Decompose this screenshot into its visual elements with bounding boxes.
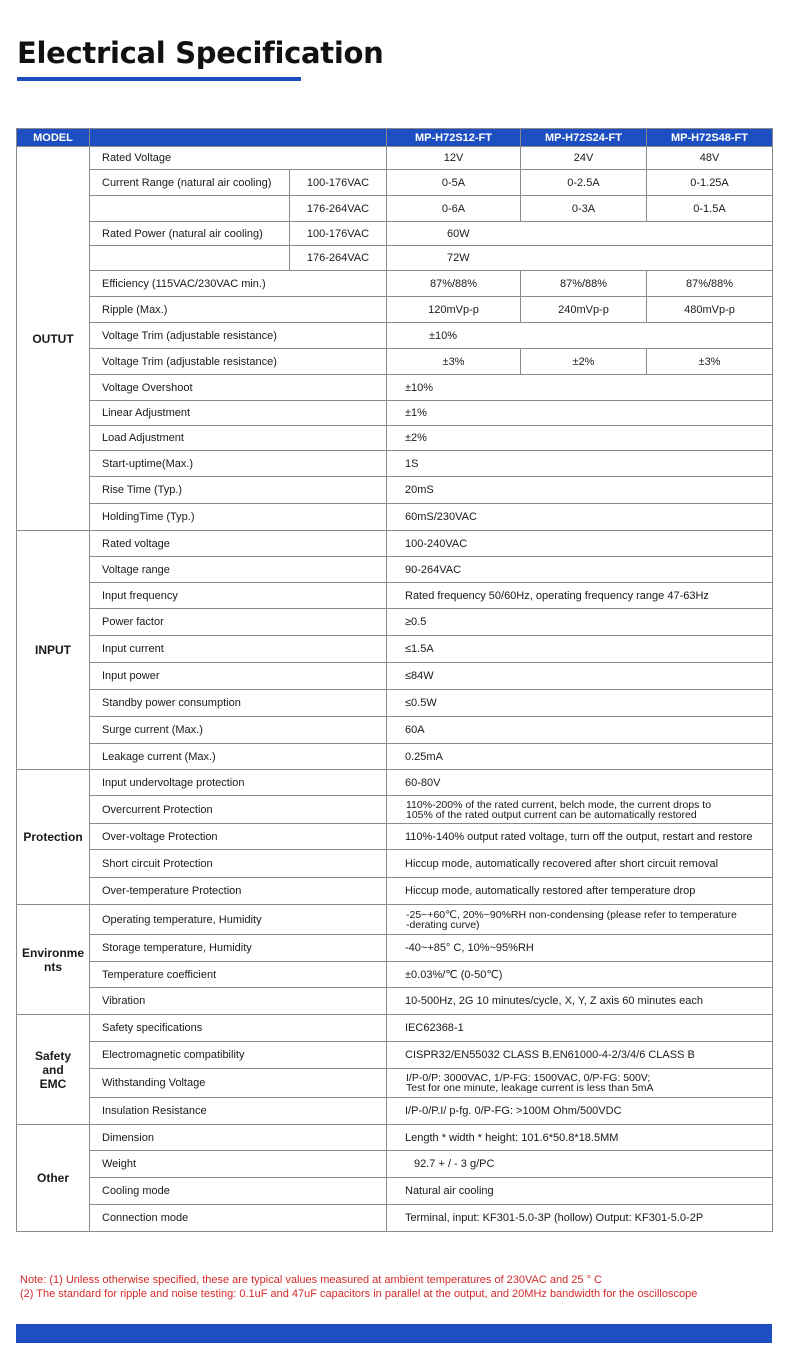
- cell-value: Hiccup mode, automatically restored after temperature drop: [387, 878, 773, 905]
- cell-value: 87%/88%: [647, 271, 773, 297]
- cell-value: ±10%: [387, 375, 773, 401]
- row-label: Voltage Trim (adjustable resistance): [90, 323, 387, 349]
- cell-value: 100-240VAC: [387, 531, 773, 557]
- table-row: [17, 905, 773, 935]
- cell-value: 60A: [387, 717, 773, 744]
- row-label: Rated Power (natural air cooling): [90, 222, 290, 246]
- category-line: Environme: [21, 945, 84, 960]
- row-label: Input undervoltage protection: [90, 770, 387, 796]
- category-environments: [17, 905, 90, 1015]
- table-row: [17, 663, 773, 690]
- cell-value: 60-80V: [387, 770, 773, 796]
- table-header-row: [17, 129, 773, 147]
- cell-value: 12V: [387, 147, 521, 170]
- row-label: Cooling mode: [90, 1178, 387, 1205]
- cell-value: 1S: [387, 451, 773, 477]
- cell-value: ±2%: [521, 349, 647, 375]
- table-row: [17, 426, 773, 451]
- row-label: Voltage Trim (adjustable resistance): [90, 349, 387, 375]
- category-safety-emc: [17, 1015, 90, 1125]
- cell-value: [387, 796, 773, 824]
- row-label: Input current: [90, 636, 387, 663]
- cell-value: 10-500Hz, 2G 10 minutes/cycle, X, Y, Z axis 60 minutes each: [387, 988, 773, 1015]
- table-row: [17, 271, 773, 297]
- cell-value: Terminal, input: KF301-5.0-3P (hollow) Output: KF301-5.0-2P: [387, 1205, 773, 1232]
- cell-value: 0.25mA: [387, 744, 773, 770]
- cell-value: ±3%: [647, 349, 773, 375]
- table-row: [17, 1015, 773, 1042]
- page-title: Electrical Specification: [17, 36, 384, 70]
- table-row: [17, 323, 773, 349]
- notes: [20, 1273, 780, 1301]
- category-line: EMC: [39, 1076, 67, 1091]
- table-row: [17, 744, 773, 770]
- cell-value: ±0.03%/℃ (0-50℃): [387, 962, 773, 988]
- table-row: [17, 824, 773, 850]
- cell-value: CISPR32/EN55032 CLASS B.EN61000-4-2/3/4/6 CLASS B: [387, 1042, 773, 1069]
- cell-value: [387, 1069, 773, 1098]
- table-row: [17, 477, 773, 504]
- row-label: Linear Adjustment: [90, 401, 387, 426]
- table-row: [17, 609, 773, 636]
- voltage-range: 100-176VAC: [290, 222, 387, 246]
- row-label: Dimension: [90, 1125, 387, 1151]
- cell-value: I/P-0/P.I/ p-fg. 0/P-FG: >100M Ohm/500VDC: [387, 1098, 773, 1125]
- row-label: Insulation Resistance: [90, 1098, 387, 1125]
- cell-value: 87%/88%: [521, 271, 647, 297]
- row-label: Efficiency (115VAC/230VAC min.): [90, 271, 387, 297]
- cell-value: 87%/88%: [387, 271, 521, 297]
- cell-value: ±10%: [387, 323, 773, 349]
- table-row: [17, 1205, 773, 1232]
- row-label: Rated voltage: [90, 531, 387, 557]
- row-label: Weight: [90, 1151, 387, 1178]
- table-row: [17, 988, 773, 1015]
- row-label: Electromagnetic compatibility: [90, 1042, 387, 1069]
- row-label: Short circuit Protection: [90, 850, 387, 878]
- cell-value: 92.7 + / - 3 g/PC: [387, 1151, 773, 1178]
- title-underline: [17, 77, 301, 81]
- table-row: [17, 557, 773, 583]
- table-row: [17, 1151, 773, 1178]
- cell-value: 90-264VAC: [387, 557, 773, 583]
- voltage-range: 176-264VAC: [290, 246, 387, 271]
- row-label: Rated Voltage: [90, 147, 387, 170]
- row-label: Storage temperature, Humidity: [90, 935, 387, 962]
- category-output: OUTUT: [17, 147, 90, 531]
- row-label: Safety specifications: [90, 1015, 387, 1042]
- row-label: Input frequency: [90, 583, 387, 609]
- cell-value: 24V: [521, 147, 647, 170]
- row-label: Operating temperature, Humidity: [90, 905, 387, 935]
- spec-table: [16, 128, 773, 1232]
- cell-value: 72W: [387, 246, 773, 271]
- table-row: [17, 196, 773, 222]
- cell-value: IEC62368-1: [387, 1015, 773, 1042]
- table-row: [17, 147, 773, 170]
- row-label: Vibration: [90, 988, 387, 1015]
- category-input: INPUT: [17, 531, 90, 770]
- row-label: Voltage range: [90, 557, 387, 583]
- cell-value: 0-1.5A: [647, 196, 773, 222]
- cell-value: ±3%: [387, 349, 521, 375]
- row-label: Load Adjustment: [90, 426, 387, 451]
- cell-value: 0-3A: [521, 196, 647, 222]
- row-label: Over-voltage Protection: [90, 824, 387, 850]
- row-label: Surge current (Max.): [90, 717, 387, 744]
- row-label: Start-uptime(Max.): [90, 451, 387, 477]
- cell-value: 120mVp-p: [387, 297, 521, 323]
- row-label-empty: [90, 246, 290, 271]
- table-row: [17, 375, 773, 401]
- voltage-range: 100-176VAC: [290, 170, 387, 196]
- category-line: nts: [44, 959, 62, 974]
- cell-value: -40~+85° C, 10%~95%RH: [387, 935, 773, 962]
- cell-value-line: -25~+60℃, 20%~90%RH non-condensing (please refer to temperature: [406, 908, 737, 921]
- table-row: [17, 690, 773, 717]
- row-label: Leakage current (Max.): [90, 744, 387, 770]
- row-label: Voltage Overshoot: [90, 375, 387, 401]
- note-line-2: (2) The standard for ripple and noise testing: 0.1uF and 47uF capacitors in parallel at the output, and 20MHz bandwidth for the oscilloscope: [20, 1288, 698, 1300]
- table-row: [17, 170, 773, 196]
- cell-value: ≤0.5W: [387, 690, 773, 717]
- table-row: [17, 1178, 773, 1205]
- row-label: Over-temperature Protection: [90, 878, 387, 905]
- table-row: [17, 770, 773, 796]
- cell-value: 60W: [387, 222, 773, 246]
- cell-value: Rated frequency 50/60Hz, operating frequency range 47-63Hz: [387, 583, 773, 609]
- category-other: Other: [17, 1125, 90, 1232]
- table-row: [17, 1125, 773, 1151]
- table-row: [17, 796, 773, 824]
- cell-value: [387, 905, 773, 935]
- footer-bar: [16, 1324, 772, 1343]
- table-row: [17, 297, 773, 323]
- table-row: [17, 850, 773, 878]
- cell-value: Length * width * height: 101.6*50.8*18.5MM: [387, 1125, 773, 1151]
- cell-value: 0-6A: [387, 196, 521, 222]
- table-row: [17, 504, 773, 531]
- cell-value: 0-2.5A: [521, 170, 647, 196]
- header-model-1: MP-H72S12-FT: [387, 129, 521, 147]
- header-model-2: MP-H72S24-FT: [521, 129, 647, 147]
- row-label: Withstanding Voltage: [90, 1069, 387, 1098]
- table-row: [17, 962, 773, 988]
- table-row: [17, 451, 773, 477]
- row-label: Current Range (natural air cooling): [90, 170, 290, 196]
- row-label: Rise Time (Typ.): [90, 477, 387, 504]
- cell-value: 110%-140% output rated voltage, turn off the output, restart and restore: [387, 824, 773, 850]
- cell-value: 240mVp-p: [521, 297, 647, 323]
- row-label: Connection mode: [90, 1205, 387, 1232]
- cell-value-line: Test for one minute, leakage current is less than 5mA: [406, 1082, 654, 1094]
- cell-value: ≤84W: [387, 663, 773, 690]
- row-label: Overcurrent Protection: [90, 796, 387, 824]
- cell-value: 480mVp-p: [647, 297, 773, 323]
- cell-value: ±1%: [387, 401, 773, 426]
- header-spacer: [90, 129, 387, 147]
- table-row: [17, 583, 773, 609]
- cell-value: ≥0.5: [387, 609, 773, 636]
- cell-value: 48V: [647, 147, 773, 170]
- cell-value: Natural air cooling: [387, 1178, 773, 1205]
- row-label: HoldingTime (Typ.): [90, 504, 387, 531]
- cell-value: 0-5A: [387, 170, 521, 196]
- cell-value: ±2%: [387, 426, 773, 451]
- row-label: Power factor: [90, 609, 387, 636]
- table-row: [17, 531, 773, 557]
- header-model: MODEL: [17, 129, 90, 147]
- category-line: Safety: [34, 1048, 72, 1063]
- table-row: [17, 1042, 773, 1069]
- table-row: [17, 349, 773, 375]
- cell-value: ≤1.5A: [387, 636, 773, 663]
- cell-value: 20mS: [387, 477, 773, 504]
- category-line: and: [42, 1062, 64, 1077]
- cell-value-line: 105% of the rated output current can be automatically restored: [406, 808, 697, 821]
- table-row: [17, 935, 773, 962]
- table-row: [17, 222, 773, 246]
- row-label: Ripple (Max.): [90, 297, 387, 323]
- header-model-3: MP-H72S48-FT: [647, 129, 773, 147]
- cell-value-line: -derating curve): [406, 918, 480, 931]
- row-label: Input power: [90, 663, 387, 690]
- cell-value: 0-1.25A: [647, 170, 773, 196]
- row-label: Temperature coefficient: [90, 962, 387, 988]
- cell-value: Hiccup mode, automatically recovered after short circuit removal: [387, 850, 773, 878]
- table-row: [17, 1069, 773, 1098]
- note-line-1: Note: (1) Unless otherwise specified, these are typical values measured at ambient temperatures of 230VAC and 25 ° C: [20, 1274, 602, 1286]
- cell-value: 60mS/230VAC: [387, 504, 773, 531]
- table-row: [17, 717, 773, 744]
- table-row: [17, 401, 773, 426]
- row-label-empty: [90, 196, 290, 222]
- table-row: [17, 1098, 773, 1125]
- voltage-range: 176-264VAC: [290, 196, 387, 222]
- row-label: Standby power consumption: [90, 690, 387, 717]
- table-row: [17, 246, 773, 271]
- cell-value-line: 110%-200% of the rated current, belch mode, the current drops to: [406, 798, 712, 811]
- table-row: [17, 636, 773, 663]
- category-protection: Protection: [17, 770, 90, 905]
- cell-value-line: I/P-0/P: 3000VAC, 1/P-FG: 1500VAC, 0/P-FG: 500V;: [406, 1072, 651, 1084]
- table-row: [17, 878, 773, 905]
